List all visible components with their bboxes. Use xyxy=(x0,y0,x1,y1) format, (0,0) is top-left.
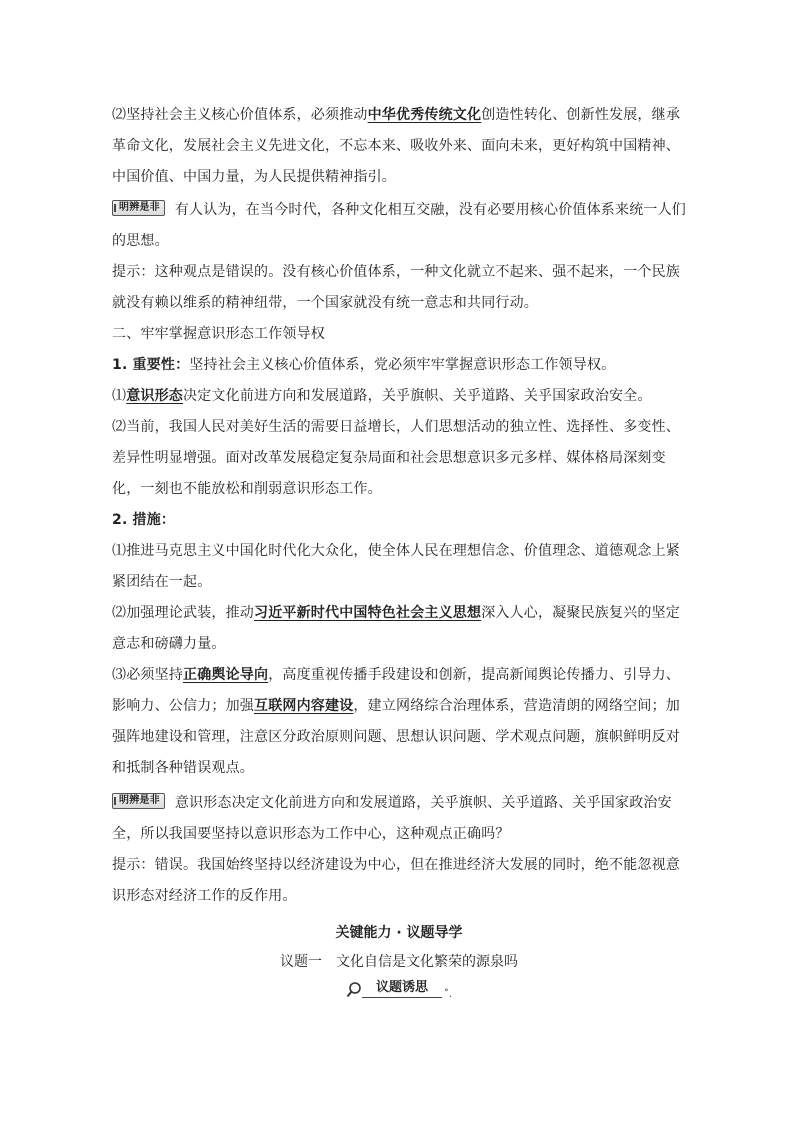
judge-badge: 明辨是非 xyxy=(112,200,165,216)
measure-3 xyxy=(112,660,686,784)
key-ability-title: 关键能力 · 议题导学 xyxy=(335,925,463,941)
measures-label: 2. 措施： xyxy=(112,512,176,528)
text: 深入人心，凝聚民族复兴的坚定意志和磅礴力量。 xyxy=(112,605,681,652)
magnifier-icon xyxy=(346,981,362,999)
underlined-term: 意识形态 xyxy=(126,388,184,404)
text: ，高度重视传播手段建设和创新，提高新闻舆论传播力、引导力、影响力、公信力；加强 xyxy=(112,667,681,714)
judge-question-2 xyxy=(112,788,686,850)
underlined-term: 中华优秀传统文化 xyxy=(367,107,482,123)
underlined-term: 互联网内容建设 xyxy=(254,698,354,714)
topic-line xyxy=(112,949,686,975)
underlined-term: 正确舆论导向 xyxy=(183,667,269,683)
dots-decoration: ˚. xyxy=(443,989,452,1000)
topic-text: 文化自信是文化繁荣的源泉吗 xyxy=(336,954,518,970)
hint-1: 提示：这种观点是错误的。没有核心价值体系，一种文化就立不起来、强不起来，一个民族就没有赖以维系的精神纽带，一个国家就没有统一意志和共同行动。 xyxy=(112,264,680,311)
judge-badge: 明辨是非 xyxy=(112,793,165,809)
text: ⑶必须坚持 xyxy=(112,667,183,683)
underlined-term: 习近平新时代中国特色社会主义思想 xyxy=(254,605,482,621)
judge-text: 意识形态决定文化前进方向和发展道路，关乎旗帜、关乎道路、关乎国家政治安全，所以我国要坚持以意识形态为工作中心，这种观点正确吗？ xyxy=(112,795,672,842)
judge-text: 有人认为，在当今时代，各种文化相互交融，没有必要用核心价值体系来统一人们的思想。 xyxy=(112,202,687,249)
text: ⑴ xyxy=(112,388,127,404)
paragraph-core-value-2 xyxy=(112,100,686,193)
importance-line xyxy=(112,350,686,381)
hint-2: 提示：错误。我国始终坚持以经济建设为中心，但在推进经济大发展的同时，绝不能忽视意识形态对经济工作的反作用。 xyxy=(112,857,680,904)
text: ，建立网络综合治理体系，营造清朗的网络空间；加强阵地建设和管理，注意区分政治原则问题、思想认识问题、学术观点问题，旗帜鲜明反对和抵制各种错误观点。 xyxy=(112,698,681,776)
topic-number: 议题一 xyxy=(280,954,322,970)
measure-1: ⑴推进马克思主义中国化时代化大众化，使全体人民在理想信念、价值理念、道德观念上紧紧团结在一起。 xyxy=(112,543,680,590)
topic-guide-banner xyxy=(346,977,452,1001)
text: 坚持社会主义核心价值体系，党必须牢牢掌握意识形态工作领导权。 xyxy=(189,357,616,373)
text: ⑵加强理论武装，推动 xyxy=(112,605,254,621)
text: 创造性转化、创新性发展，继承革命文化，发展社会主义先进文化，不忘本来、吸收外来、面向未来，更好构筑中国精神、中国价值、中国力量，为人民提供精神指引。 xyxy=(112,107,681,185)
importance-label: 1. 重要性： xyxy=(112,357,190,373)
text: ⑵坚持社会主义核心价值体系，必须推动 xyxy=(112,107,368,123)
importance-item-1 xyxy=(112,381,686,412)
document-page xyxy=(112,100,686,1001)
guide-label: 议题诱思 xyxy=(362,979,442,998)
section-heading: 二、牢牢掌握意识形态工作领导权 xyxy=(112,326,325,342)
measure-2 xyxy=(112,598,686,660)
text: 决定文化前进方向和发展道路，关乎旗帜、关乎道路、关乎国家政治安全。 xyxy=(183,388,652,404)
judge-question-1 xyxy=(112,195,686,257)
importance-item-2: ⑵当前，我国人民对美好生活的需要日益增长，人们思想活动的独立性、选择性、多变性、差异性明显增强。面对改革发展稳定复杂局面和社会思想意识多元多样、媒体格局深刻变化，一刻也不能放松和削弱意识形态工作。 xyxy=(112,419,680,497)
